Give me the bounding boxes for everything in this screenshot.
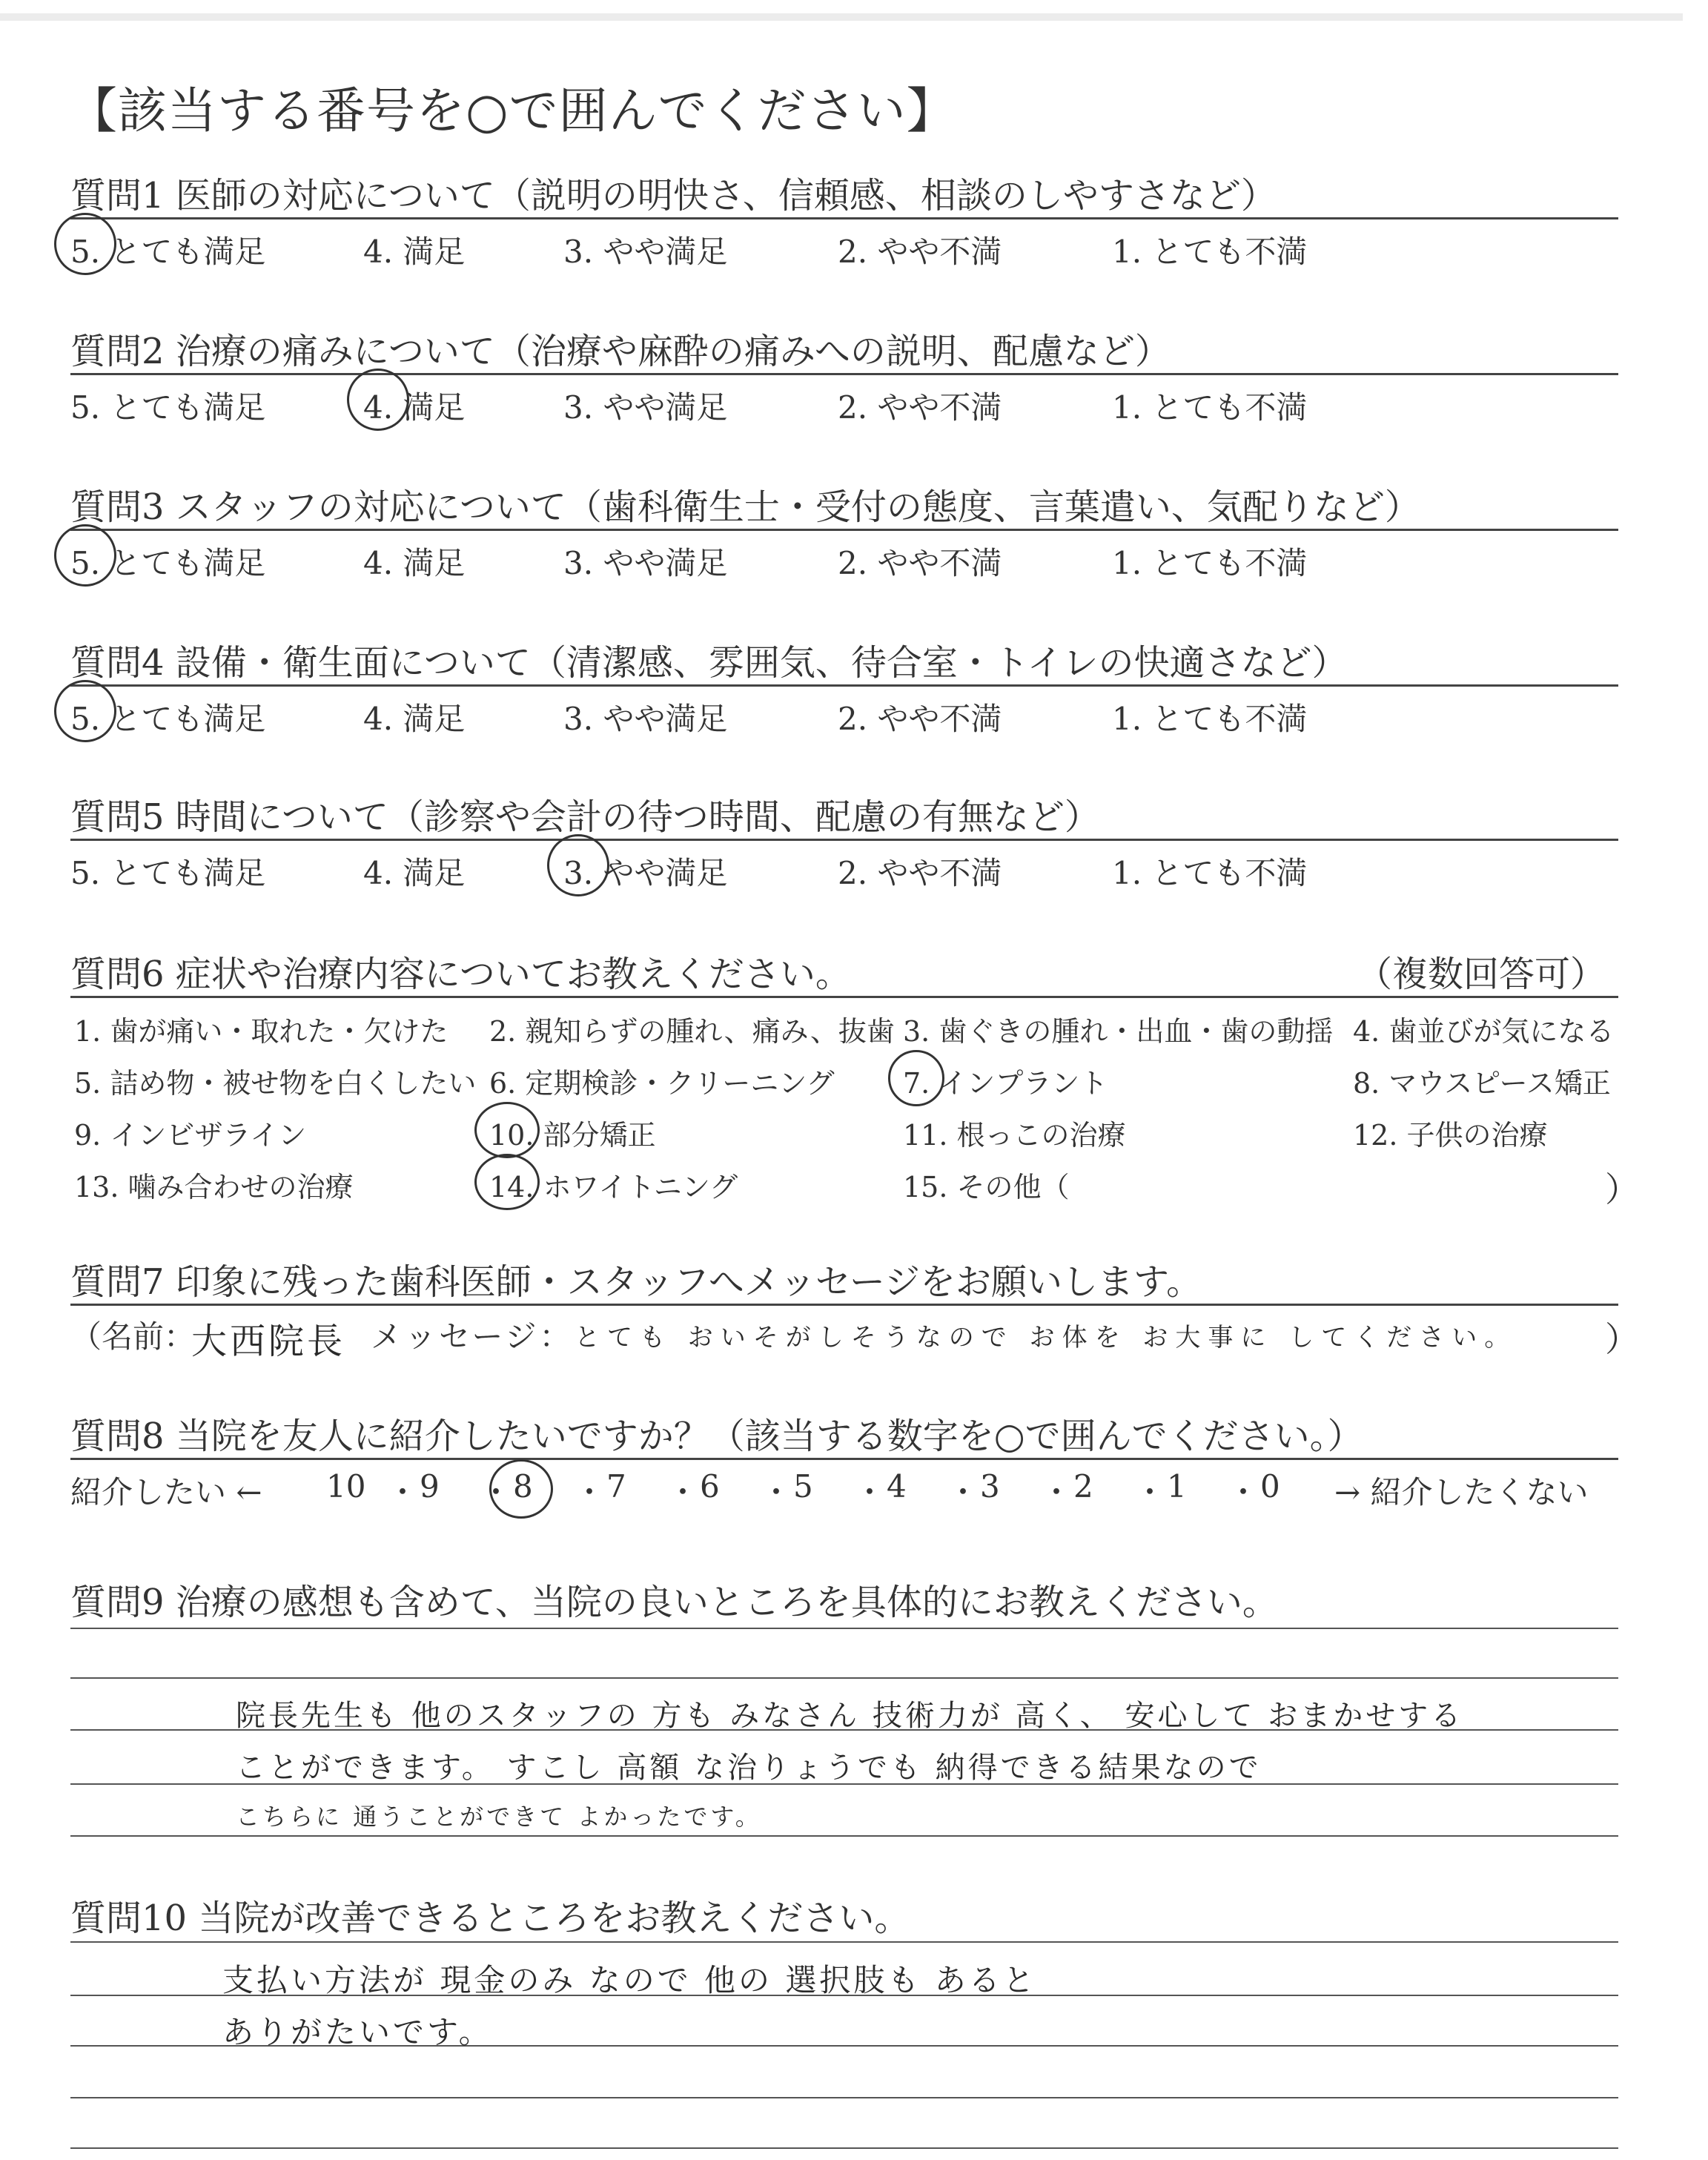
question-7-title: 質問7 印象に残った歯科医師・スタッフへメッセージをお願いします。 — [70, 1261, 1202, 1303]
q6-selection-circle-10 — [474, 1102, 540, 1158]
q8-scale-10[interactable]: 10 — [326, 1468, 366, 1505]
question-1-rule — [70, 217, 1618, 219]
q8-scale-separator: ・ — [1228, 1474, 1260, 1510]
q10-answer-rule — [70, 1941, 1618, 1943]
question-7-rule — [70, 1304, 1618, 1306]
q8-scale-8[interactable]: 8 — [513, 1468, 533, 1505]
q6-option-7[interactable]: 7. インプラント — [903, 1067, 1108, 1100]
q8-scale-separator: ・ — [387, 1474, 419, 1510]
q6-option-8[interactable]: 8. マウスピース矯正 — [1353, 1067, 1611, 1100]
q6-option-2[interactable]: 2. 親知らずの腫れ、痛み、抜歯 — [489, 1015, 895, 1048]
q6-option-5[interactable]: 5. 詰め物・被せ物を白くしたい — [74, 1067, 477, 1100]
q8-scale-4[interactable]: 4 — [887, 1468, 907, 1505]
q4-option-3[interactable]: 3. やや満足 — [563, 701, 728, 737]
scan-top-edge — [0, 13, 1683, 21]
q9-answer-rule — [70, 1835, 1618, 1837]
question-8-title: 質問8 当院を友人に紹介したいですか？（該当する数字を○で囲んでください。） — [70, 1416, 1363, 1457]
q8-left-label: 紹介したい ← — [70, 1474, 262, 1510]
q7-message-value: とても おいそがしそうなので お体を お大事に してください。 — [575, 1323, 1517, 1353]
q1-option-3[interactable]: 3. やや満足 — [563, 234, 728, 270]
question-3-title: 質問3 スタッフの対応について（歯科衛生士・受付の態度、言葉遣い、気配りなど） — [70, 486, 1420, 528]
q1-option-1[interactable]: 1. とても不満 — [1112, 234, 1308, 270]
q7-name-label: （名前： — [70, 1318, 196, 1355]
q8-scale-1[interactable]: 1 — [1167, 1468, 1187, 1505]
q3-option-2[interactable]: 2. やや不満 — [838, 545, 1002, 581]
q4-option-5[interactable]: 5. とても満足 — [70, 701, 266, 737]
q10-answer-rule — [70, 2147, 1618, 2149]
q3-option-3[interactable]: 3. やや満足 — [563, 545, 728, 581]
q1-selection-circle — [54, 213, 116, 275]
q6-option-9[interactable]: 9. インビザライン — [74, 1119, 307, 1152]
q1-option-5[interactable]: 5. とても満足 — [70, 234, 266, 270]
q1-option-2[interactable]: 2. やや不満 — [838, 234, 1002, 270]
question-1-title: 質問1 医師の対応について（説明の明快さ、信頼感、相談のしやすさなど） — [70, 175, 1277, 217]
q8-selection-circle — [489, 1459, 553, 1519]
q6-selection-circle-7 — [888, 1050, 944, 1106]
question-3-rule — [70, 529, 1618, 531]
q9-answer-rule — [70, 1628, 1618, 1629]
q2-option-1[interactable]: 1. とても不満 — [1112, 389, 1308, 426]
q6-option-10[interactable]: 10. 部分矯正 — [489, 1119, 656, 1152]
q7-name-value: 大西院長 — [191, 1321, 346, 1362]
q8-scale-7[interactable]: 7 — [606, 1468, 626, 1505]
q8-scale-9[interactable]: 9 — [420, 1468, 440, 1505]
q9-answer-rule — [70, 1677, 1618, 1679]
q8-scale-0[interactable]: 0 — [1260, 1468, 1280, 1505]
q3-option-4[interactable]: 4. 満足 — [363, 545, 466, 581]
q5-option-1[interactable]: 1. とても不満 — [1112, 855, 1308, 891]
q3-option-5[interactable]: 5. とても満足 — [70, 545, 266, 581]
q8-scale-separator: ・ — [947, 1474, 979, 1510]
q10-answer-line-1: 支払い方法が 現金のみ なので 他の 選択肢も あると — [222, 1962, 1037, 1998]
q8-scale-separator: ・ — [1134, 1474, 1166, 1510]
page-header: 【該当する番号を○で囲んでください】 — [68, 82, 956, 139]
q8-scale-separator: ・ — [761, 1474, 792, 1510]
q5-selection-circle — [547, 834, 609, 896]
q6-option-6[interactable]: 6. 定期検診・クリーニング — [489, 1067, 835, 1100]
q3-selection-circle — [54, 524, 116, 587]
q8-scale-3[interactable]: 3 — [980, 1468, 1000, 1505]
q8-scale-6[interactable]: 6 — [700, 1468, 720, 1505]
question-5-title: 質問5 時間について（診察や会計の待つ時間、配慮の有無など） — [70, 796, 1100, 838]
q5-option-5[interactable]: 5. とても満足 — [70, 855, 266, 891]
q6-option-3[interactable]: 3. 歯ぐきの腫れ・出血・歯の動揺 — [903, 1015, 1334, 1048]
q6-option-1[interactable]: 1. 歯が痛い・取れた・欠けた — [74, 1015, 448, 1048]
q4-option-4[interactable]: 4. 満足 — [363, 701, 466, 737]
q8-scale-2[interactable]: 2 — [1073, 1468, 1093, 1505]
q8-scale-5[interactable]: 5 — [793, 1468, 813, 1505]
q6-option-11[interactable]: 11. 根っこの治療 — [903, 1119, 1126, 1152]
question-10-title: 質問10 当院が改善できるところをお教えください。 — [70, 1898, 910, 1939]
question-6-note: （複数回答可） — [1357, 954, 1606, 995]
q9-answer-line-1: 院長先生も 他のスタッフの 方も みなさん 技術力が 高く、 安心して おまかせする — [236, 1699, 1464, 1733]
q10-answer-rule — [70, 2097, 1618, 2098]
q7-close-paren: ） — [1605, 1319, 1639, 1359]
q8-scale-separator: ・ — [574, 1474, 606, 1510]
q2-option-5[interactable]: 5. とても満足 — [70, 389, 266, 426]
q6-option-14[interactable]: 14. ホワイトニング — [489, 1171, 738, 1203]
q3-option-1[interactable]: 1. とても不満 — [1112, 545, 1308, 581]
q2-selection-circle — [347, 369, 409, 431]
question-4-title: 質問4 設備・衛生面について（清潔感、雰囲気、待合室・トイレの快適さなど） — [70, 642, 1348, 684]
q9-answer-line-3: こちらに 通うことができて よかったです。 — [236, 1803, 762, 1831]
q4-option-1[interactable]: 1. とても不満 — [1112, 701, 1308, 737]
q8-scale-separator: ・ — [667, 1474, 699, 1510]
q2-option-2[interactable]: 2. やや不満 — [838, 389, 1002, 426]
q10-answer-line-2: ありがたいです。 — [222, 2014, 493, 2050]
q6-option-13[interactable]: 13. 噛み合わせの治療 — [74, 1171, 354, 1203]
question-8-rule — [70, 1458, 1618, 1460]
q6-option-15[interactable]: 15. その他（ — [903, 1171, 1070, 1203]
q5-option-2[interactable]: 2. やや不満 — [838, 855, 1002, 891]
question-6-title: 質問6 症状や治療内容についてお教えください。 — [70, 954, 851, 995]
question-5-rule — [70, 839, 1618, 841]
q8-scale-separator: ・ — [480, 1474, 512, 1510]
q8-right-label: → 紹介したくない — [1334, 1474, 1589, 1510]
q8-scale-separator: ・ — [854, 1474, 886, 1510]
q7-message-label: メッセージ： — [371, 1318, 574, 1355]
question-4-rule — [70, 684, 1618, 687]
question-2-rule — [70, 373, 1618, 375]
q5-option-3[interactable]: 3. やや満足 — [563, 855, 728, 891]
q4-option-2[interactable]: 2. やや不満 — [838, 701, 1002, 737]
q9-answer-line-2: ことができます。 すこし 高額 な治りょうでも 納得できる結果なので — [236, 1751, 1262, 1785]
q6-option-12[interactable]: 12. 子供の治療 — [1353, 1119, 1548, 1152]
q5-option-4[interactable]: 4. 満足 — [363, 855, 466, 891]
question-6-rule — [70, 996, 1618, 998]
q1-option-4[interactable]: 4. 満足 — [363, 234, 466, 270]
q6-option-4[interactable]: 4. 歯並びが気になる — [1353, 1015, 1615, 1048]
q2-option-3[interactable]: 3. やや満足 — [563, 389, 728, 426]
question-9-title: 質問9 治療の感想も含めて、当院の良いところを具体的にお教えください。 — [70, 1582, 1278, 1623]
q6-other-close-paren: ） — [1605, 1169, 1639, 1209]
q4-selection-circle — [54, 680, 116, 742]
q2-option-4[interactable]: 4. 満足 — [363, 389, 466, 426]
q6-selection-circle-14 — [474, 1154, 540, 1210]
question-2-title: 質問2 治療の痛みについて（治療や麻酔の痛みへの説明、配慮など） — [70, 331, 1171, 372]
q8-scale-separator: ・ — [1041, 1474, 1073, 1510]
